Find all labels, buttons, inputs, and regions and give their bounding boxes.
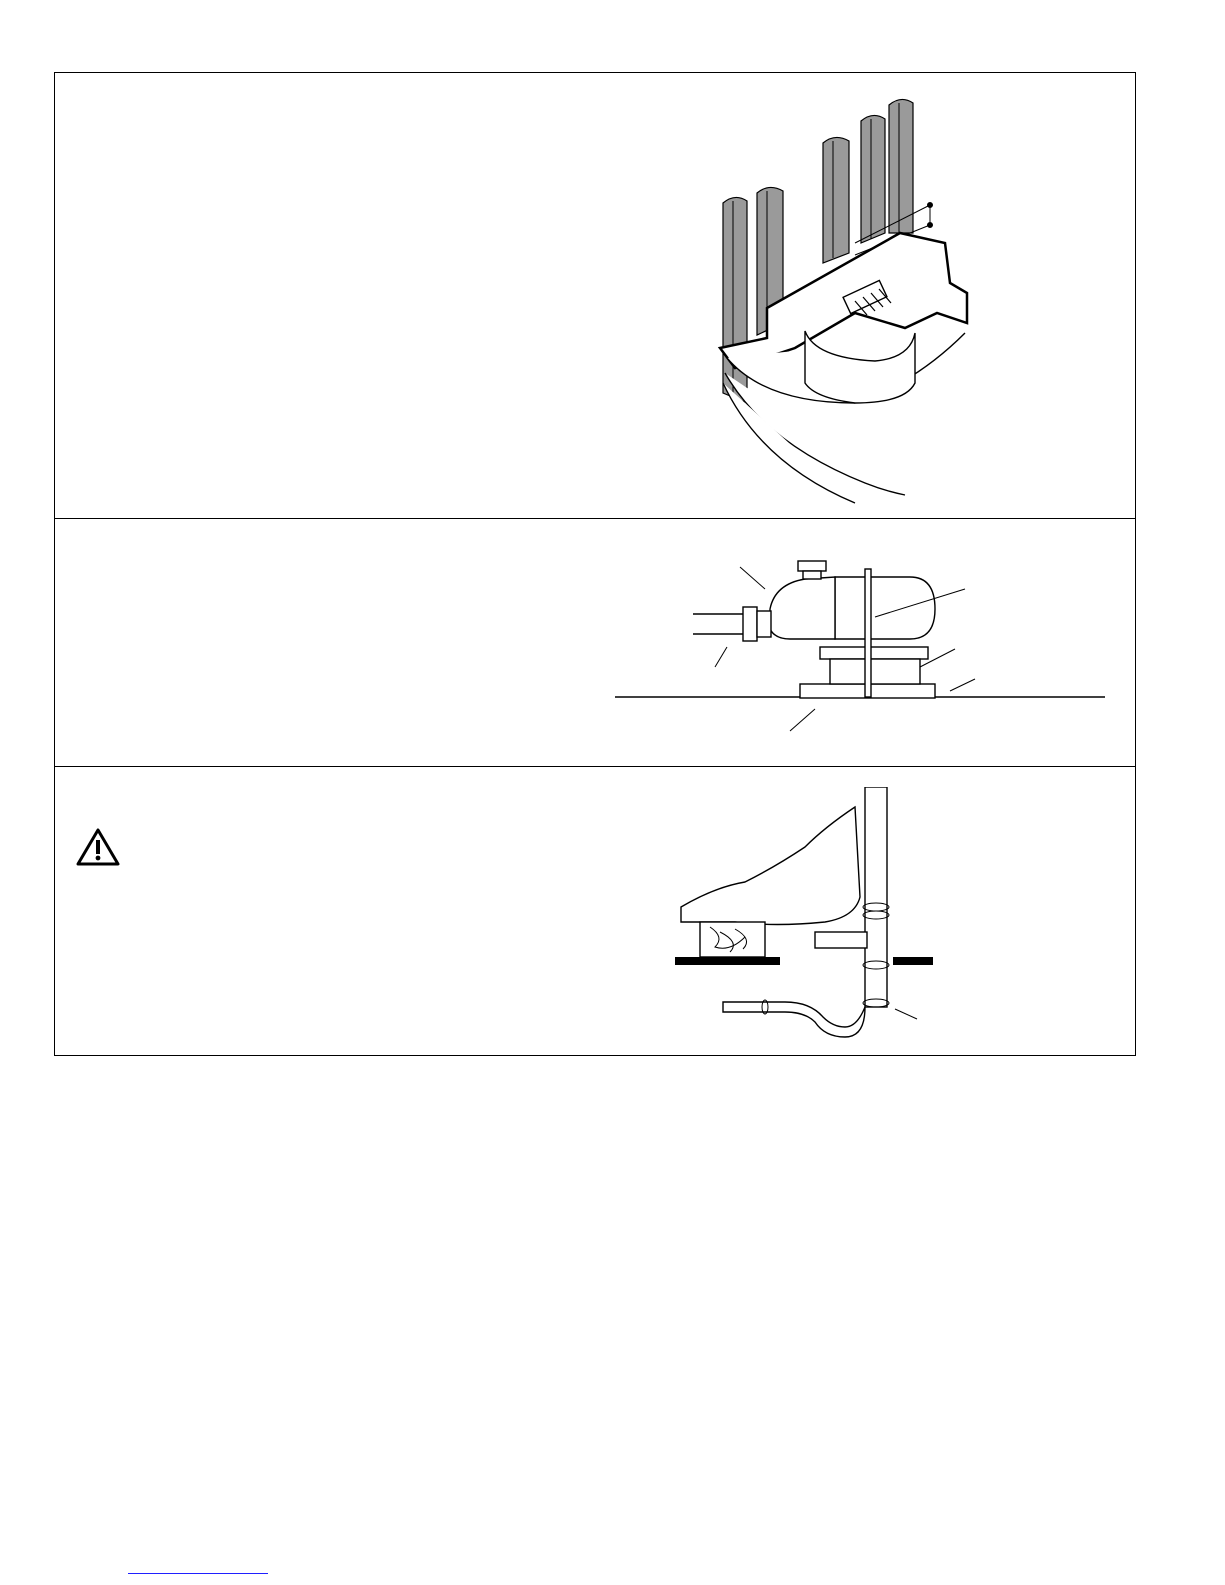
drain-illustration [655, 787, 975, 1047]
panel-tub-apron [55, 73, 1135, 519]
panel-pump-mounting [55, 519, 1135, 767]
instruction-frame [54, 72, 1136, 1056]
footer-link-underline[interactable] [128, 1573, 268, 1574]
panel-drain-connection [55, 767, 1135, 1055]
pump-illustration [615, 539, 1115, 739]
tub-apron-illustration [705, 83, 1045, 513]
warning-icon [75, 827, 121, 867]
